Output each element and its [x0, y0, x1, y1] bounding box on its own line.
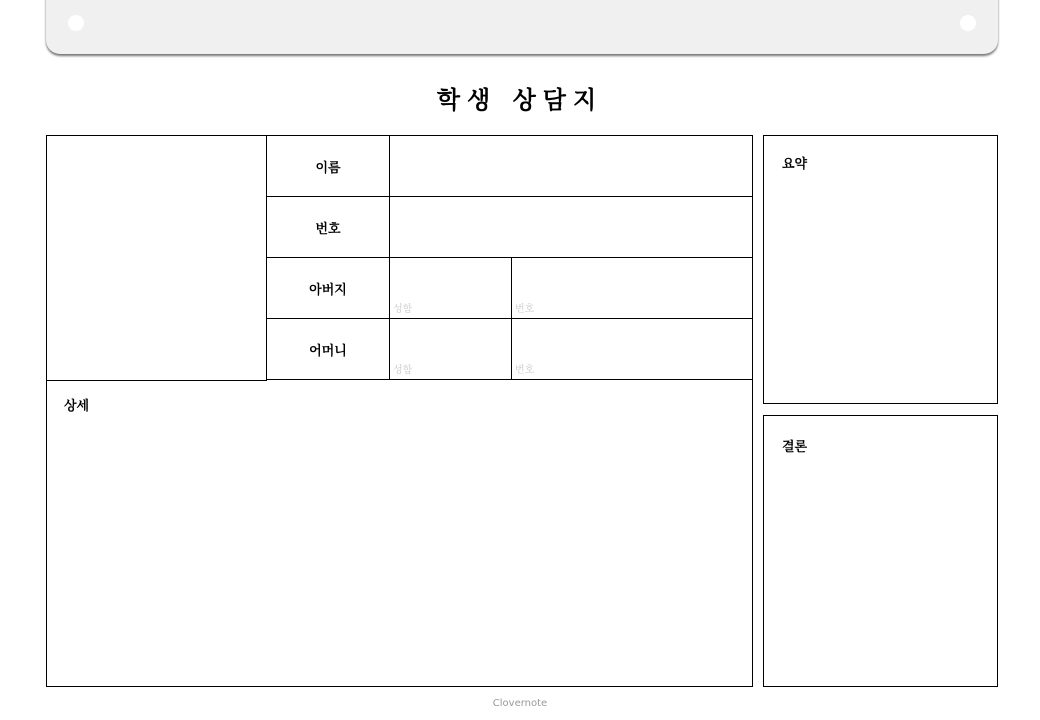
- binder-hole-left: [68, 15, 84, 31]
- photo-area[interactable]: [47, 136, 267, 381]
- page-title: 학생 상담지: [436, 86, 604, 114]
- mother-name-hint: 성함: [393, 365, 413, 376]
- binder-hole-right: [960, 15, 976, 31]
- mother-name-field[interactable]: [390, 319, 512, 380]
- binder-header: [46, 0, 998, 54]
- name-label: 이름: [267, 136, 390, 197]
- father-name-hint: 성함: [393, 304, 413, 315]
- conclusion-box[interactable]: [763, 415, 998, 687]
- father-label: 아버지: [267, 258, 390, 319]
- details-label: 상세: [64, 399, 90, 414]
- number-field[interactable]: [390, 197, 752, 258]
- father-phone-hint: 번호: [515, 304, 535, 315]
- mother-phone-field[interactable]: [512, 319, 752, 380]
- conclusion-label: 결론: [782, 440, 808, 455]
- father-name-field[interactable]: [390, 258, 512, 319]
- father-phone-field[interactable]: [512, 258, 752, 319]
- details-area[interactable]: [47, 381, 752, 686]
- mother-label: 어머니: [267, 319, 390, 380]
- counseling-form: [46, 135, 753, 687]
- summary-box[interactable]: [763, 135, 998, 404]
- number-label: 번호: [267, 197, 390, 258]
- mother-phone-hint: 번호: [515, 365, 535, 376]
- name-field[interactable]: [390, 136, 752, 197]
- footer-brand: Clovernote: [492, 698, 548, 709]
- summary-label: 요약: [782, 157, 808, 172]
